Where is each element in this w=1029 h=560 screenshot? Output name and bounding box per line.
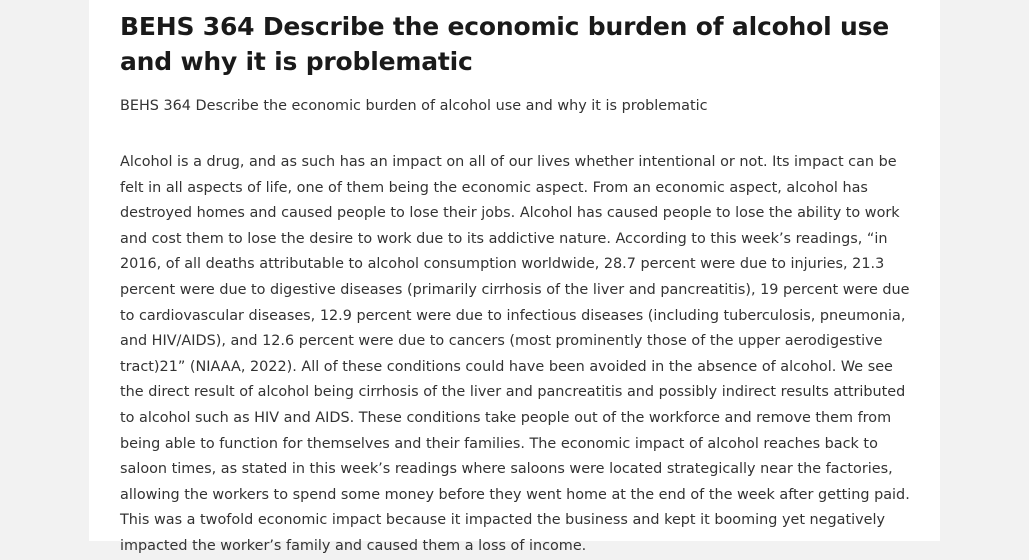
article-subtitle: BEHS 364 Describe the economic burden of alcohol use and why it is problematic — [120, 98, 708, 114]
article-body-paragraph: Alcohol is a drug, and as such has an impact on all of our lives whether intentional or not. Its impact can be felt in all aspects of life, one of them being the economic aspect. From an economic aspect, alcohol has destroyed homes and caused people to lose their jobs. Alcohol has caused people to lose the ability to work and cost them to lose the desire to work due to its addictive nature. According to this week’s readings, “in 2016, of all deaths attributable to alcohol consumption worldwide, 28.7 percent were due to injuries, 21.3 percent were due to digestive diseases (primarily cirrhosis of the liver and pancreatitis), 19 percent were due to cardiovascular diseases, 12.9 percent were due to infectious diseases (including tuberculosis, pneumonia, and HIV/AIDS), and 12.6 percent were due to cancers (most prominently those of the upper aerodigestive tract)21” (NIAAA, 2022). All of these conditions could have been avoided in the absence of alcohol. We see the direct result of alcohol being cirrhosis of the liver and pancreatitis and possibly indirect results attributed to alcohol such as HIV and AIDS. These conditions take people out of the workforce and remove them from being able to function for themselves and their families. The economic impact of alcohol reaches back to saloon times, as stated in this week’s readings where saloons were located strategically near the factories, allowing the workers to spend some money before they went home at the end of the week after getting paid. This was a twofold economic impact because it impacted the business and kept it booming yet negatively impacted the worker’s family and caused them a loss of income. — [120, 154, 910, 554]
article-title: BEHS 364 Describe the economic burden of alcohol use and why it is problematic — [120, 12, 890, 76]
article-page — [89, 0, 940, 554]
article-content — [120, 9, 915, 560]
